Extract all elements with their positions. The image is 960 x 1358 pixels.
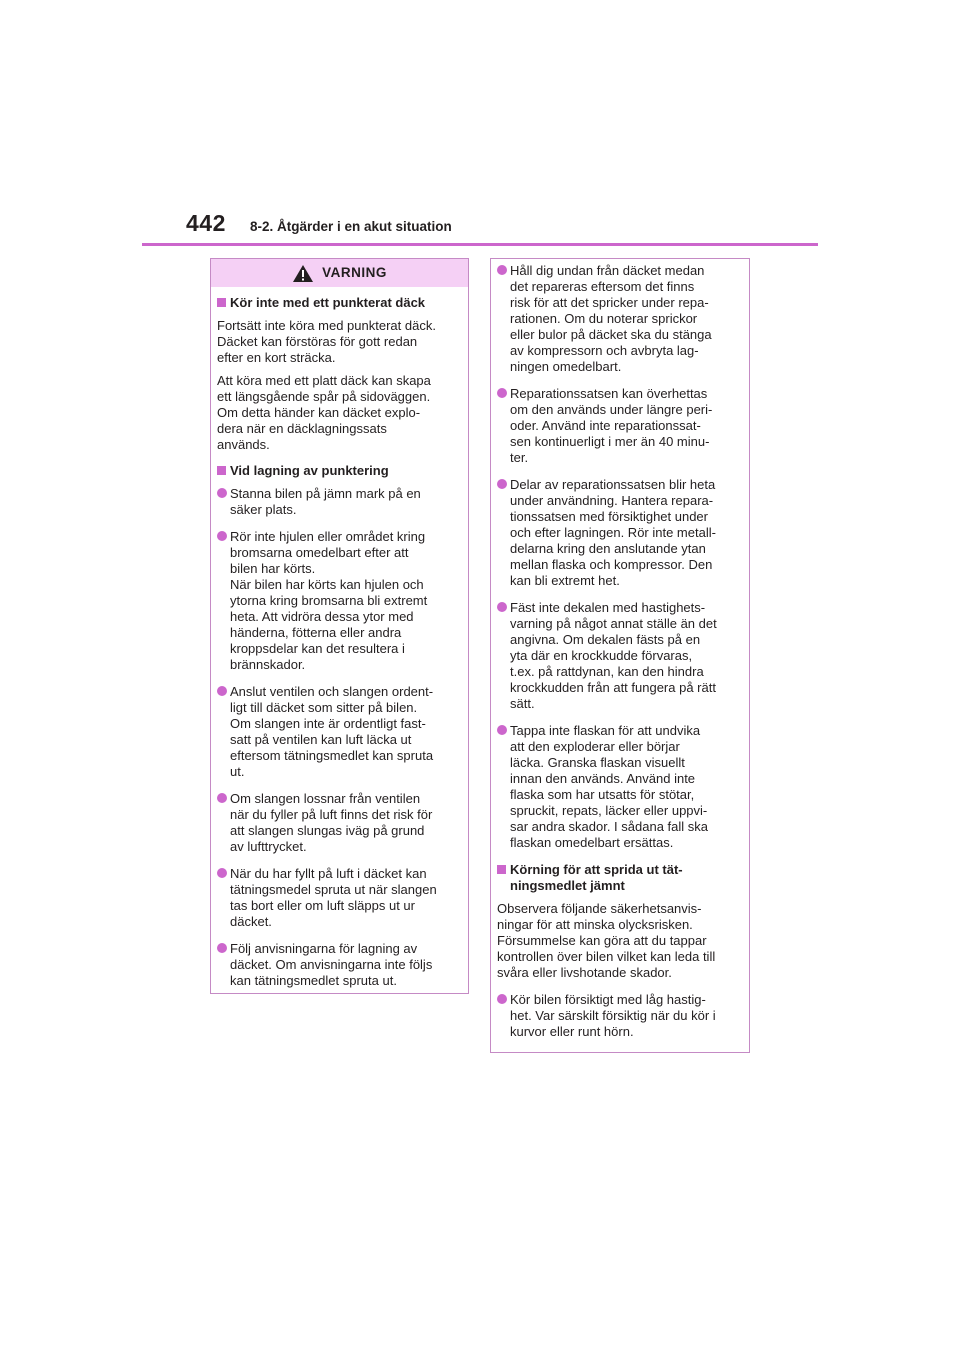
circle-bullet-icon [497,479,507,489]
warning-header [211,259,468,287]
list-item: Anslut ventilen och slangen ordent- ligt till däcket som sitter på bilen. Om slangen inte är ordentligt fast- satt på ventilen kan luft läcka ut eftersom tätningsmedlet kan spruta ut. [217,684,463,780]
square-bullet-icon [497,865,506,874]
warning-triangle-icon [292,264,314,283]
list-item: Tappa inte flaskan för att undvika att den exploderar eller börjar läcka. Granska flaskan visuellt innan den används. Använd inte flaska som har utsatts för stötar, spruckit, repats, läcker eller uppvi- sar andra skador. I sådana fall ska flaskan omedelbart ersättas. [497,723,744,851]
list-item: Stanna bilen på jämn mark på en säker plats. [217,486,463,518]
list-item: Om slangen lossnar från ventilen när du fyller på luft finns det risk för att slangen slungas iväg på grund av lufttrycket. [217,791,463,855]
circle-bullet-icon [497,265,507,275]
list-item: När du har fyllt på luft i däcket kan tätningsmedel spruta ut när slangen tas bort eller om luft släpps ut ur däcket. [217,866,463,930]
paragraph: Fortsätt inte köra med punkterat däck. Däcket kan förstöras för gott redan efter en kort sträcka. [217,318,436,365]
circle-bullet-icon [217,793,227,803]
circle-bullet-icon [217,686,227,696]
list-item: Fäst inte dekalen med hastighets- varning på något annat ställe än det angivna. Om dekalen fästs på en yta där en krockkudde förvaras, t.ex. på rattdynan, kan den hindra krockkudden från att fungera på rätt sätt. [497,600,744,712]
heading-repair: Vid lagning av punktering [217,463,463,479]
header-rule [142,243,818,246]
list-item: Reparationssatsen kan överhettas om den används under längre peri- oder. Använd inte reparationssat- sen kontinuerligt i mer än 40 minu- ter. [497,386,744,466]
heading-driving: Körning för att sprida ut tät- ningsmedlet jämnt [497,862,744,894]
list-item: Rör inte hjulen eller området kring bromsarna omedelbart efter att bilen har körts. När bilen har körts kan hjulen och ytorna kring bromsarna bli extremt heta. Att vidröra dessa ytor med händerna, fötterna eller andra kroppsdelar kan det resultera i brännskador. [217,529,463,673]
list-item: Delar av reparationssatsen blir heta under användning. Hantera repara- tionssatsen med försiktighet under och efter lagningen. Rör inte metall- delarna kring den anslutande ytan mellan flaska och kompressor. Den kan bli extremt het. [497,477,744,589]
square-bullet-icon [217,298,226,307]
circle-bullet-icon [497,994,507,1004]
circle-bullet-icon [497,388,507,398]
square-bullet-icon [217,466,226,475]
heading-no-driving: Kör inte med ett punkterat däck [217,295,463,311]
paragraph: Att köra med ett platt däck kan skapa ett längsgående spår på sidoväggen. Om detta händer kan däcket explo- dera när en däcklagningssats används. [217,373,431,452]
warning-label: VARNING [322,265,387,280]
circle-bullet-icon [497,602,507,612]
paragraph: Observera följande säkerhetsanvis- ningar för att minska olycksrisken. Försummelse kan göra att du tappar kontrollen över bilen vilket kan leda till svåra eller livshotande skador. [497,901,716,980]
list-item: Kör bilen försiktigt med låg hastig- het. Var särskilt försiktig när du kör i kurvor eller runt hörn. [497,992,744,1040]
page-number: 442 [186,210,226,236]
circle-bullet-icon [217,488,227,498]
circle-bullet-icon [217,531,227,541]
warning-box-left [210,258,469,994]
list-item: Håll dig undan från däcket medan det repareras eftersom det finns risk för att det spricker under repa- rationen. Om du noterar sprickor eller bulor på däcket ska du stänga av kompressorn och avbryta lag- ningen omedelbart. [497,263,744,375]
circle-bullet-icon [217,943,227,953]
circle-bullet-icon [497,725,507,735]
section-title: 8-2. Åtgärder i en akut situation [250,219,452,234]
circle-bullet-icon [217,868,227,878]
list-item: Följ anvisningarna för lagning av däcket. Om anvisningarna inte följs kan tätningsmedlet spruta ut. [217,941,463,989]
warning-box-right [490,258,750,1053]
